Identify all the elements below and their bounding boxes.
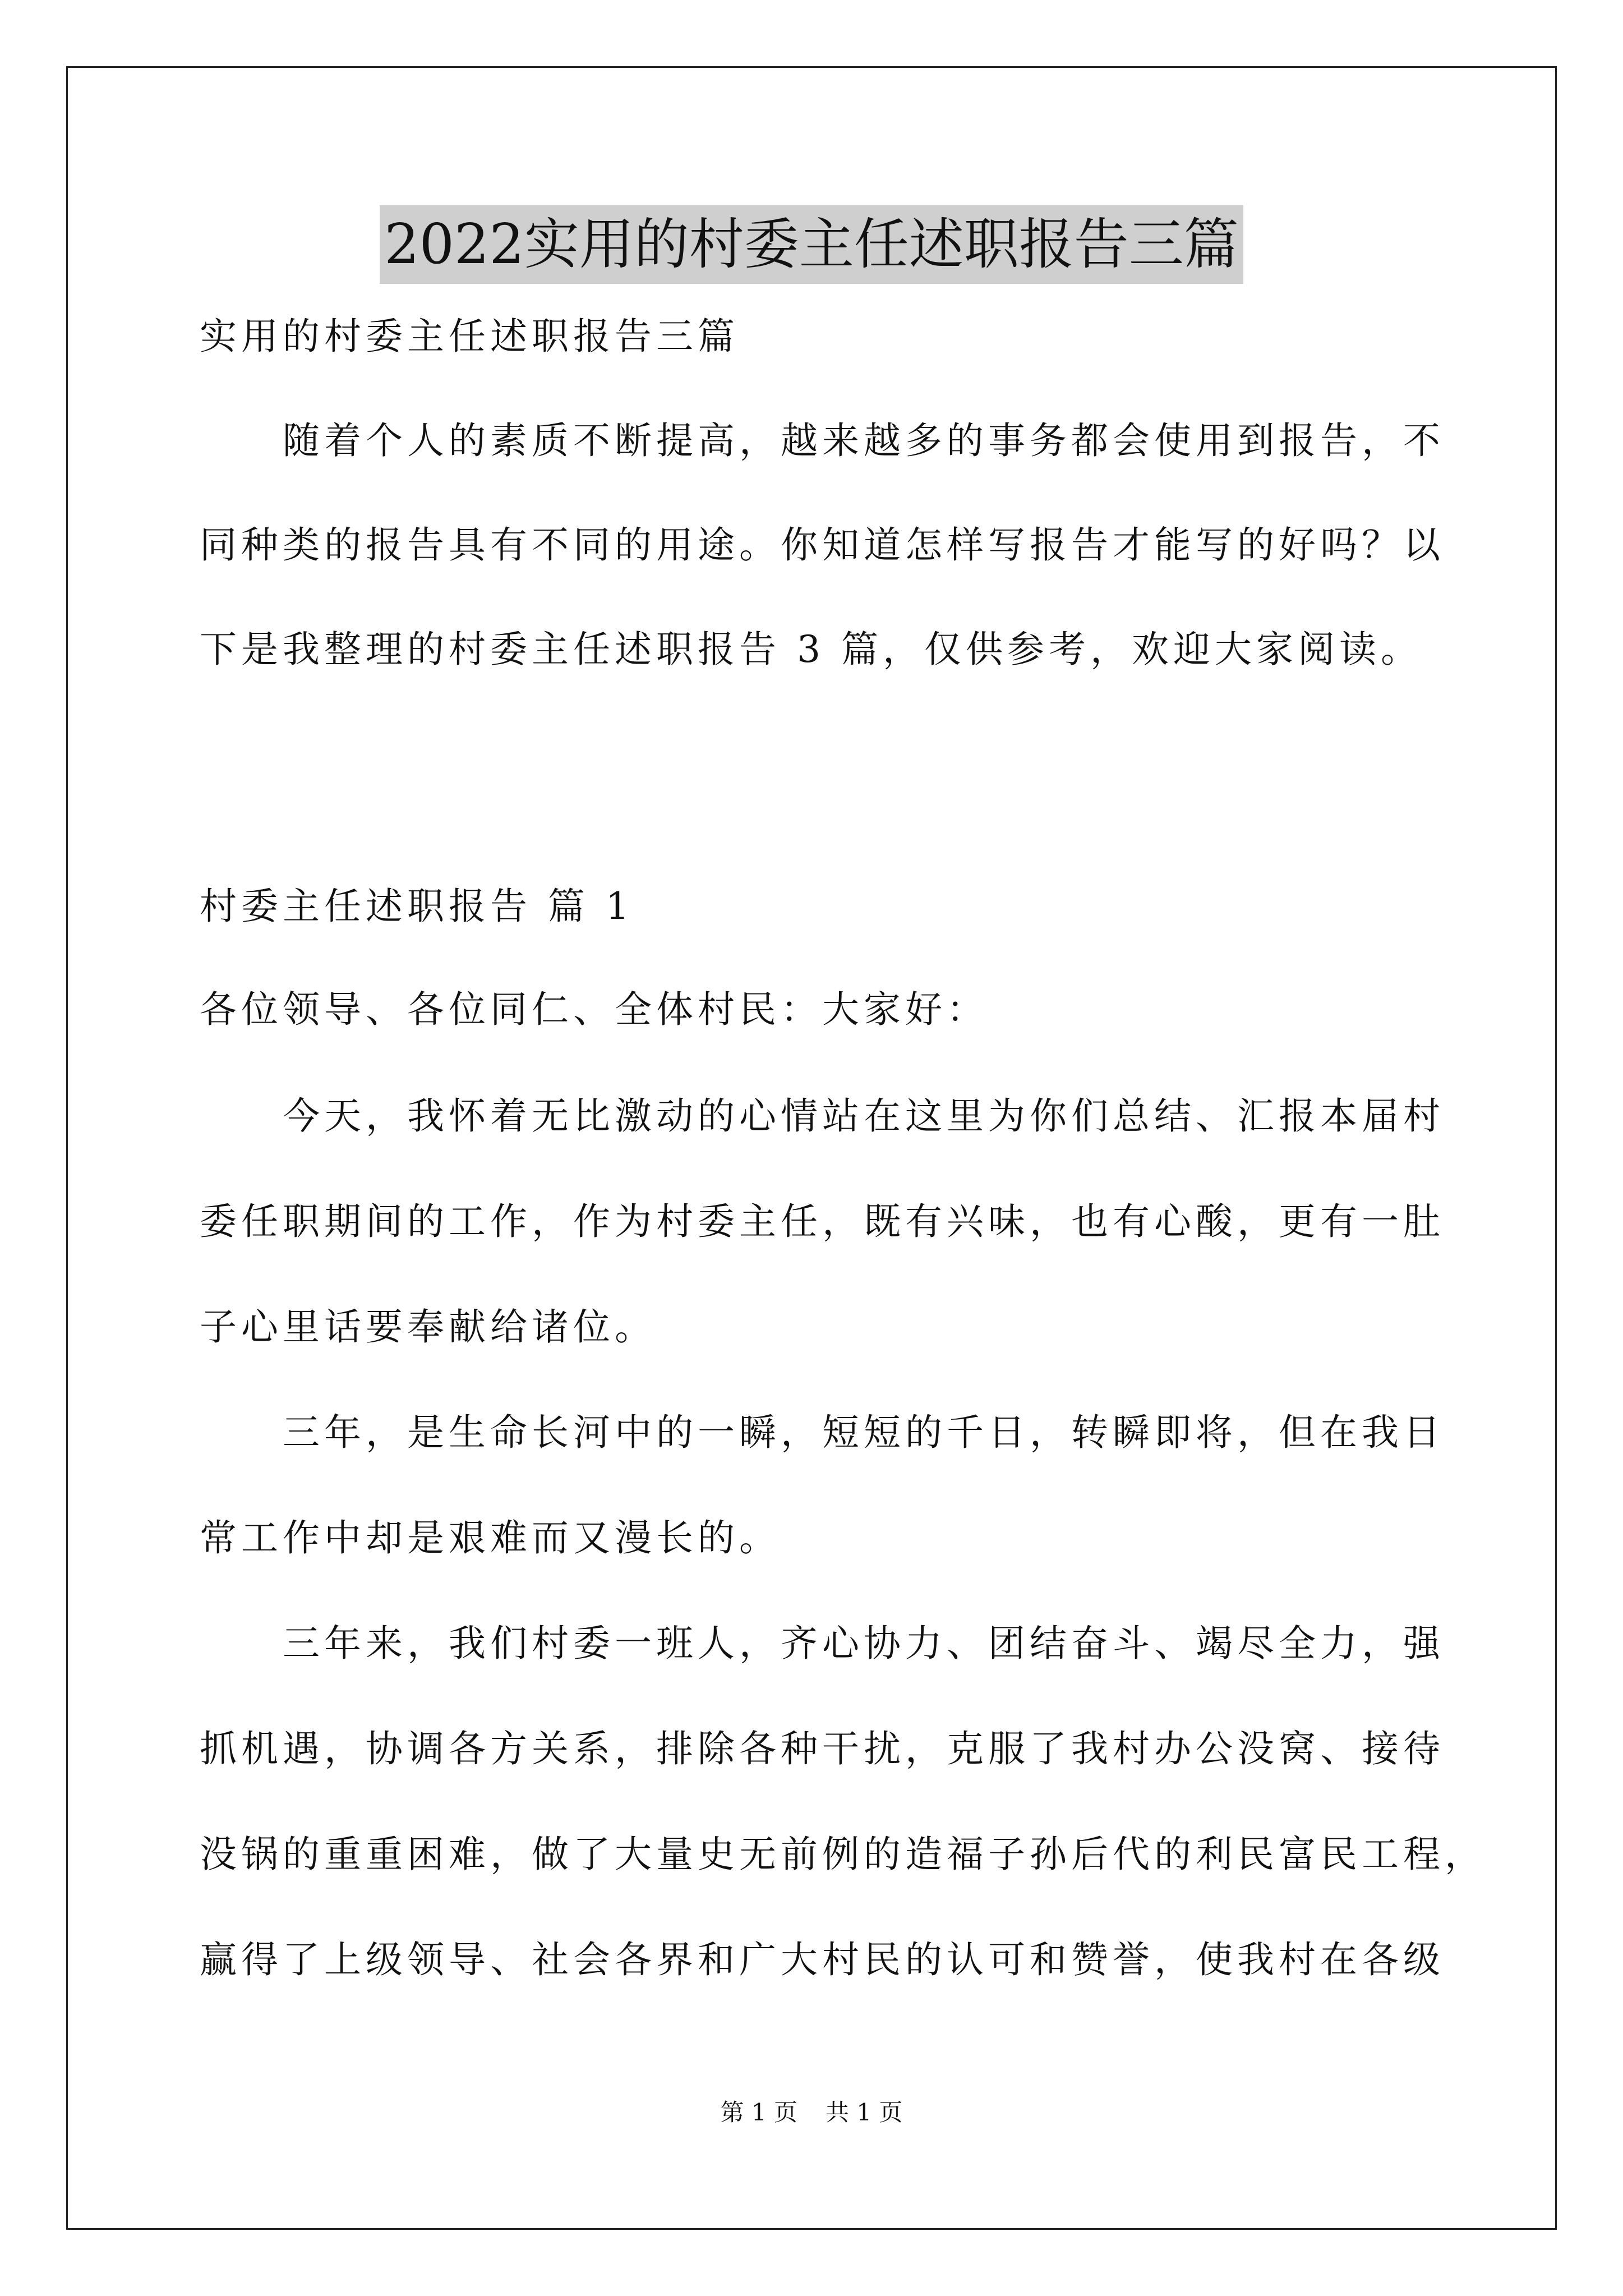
page-border — [66, 66, 1557, 2230]
title-block — [0, 205, 1623, 284]
paragraph-1-line-3: 子心里话要奉献给诸位。 — [200, 1305, 656, 1349]
section-heading: 村委主任述职报告 篇 1 — [200, 885, 634, 928]
salutation-line: 各位领导、各位同仁、全体村民：大家好： — [200, 988, 988, 1031]
page-total: 共 1 页 — [826, 2099, 903, 2126]
paragraph-3-line-4: 赢得了上级领导、社会各界和广大村民的认可和赞誉，使我村在各级 — [200, 1938, 1445, 1981]
paragraph-1-line-1: 今天，我怀着无比激动的心情站在这里为你们总结、汇报本届村 — [283, 1094, 1445, 1138]
paragraph-1-line-2: 委任职期间的工作，作为村委主任，既有兴味，也有心酸，更有一肚 — [200, 1200, 1445, 1243]
paragraph-2-line-2: 常工作中却是艰难而又漫长的。 — [200, 1516, 781, 1559]
paragraph-3-line-3: 没锅的重重困难，做了大量史无前例的造福子孙后代的利民富民工程， — [200, 1833, 1486, 1876]
intro-line-3: 下是我整理的村委主任述职报告 3 篇，仅供参考，欢迎大家阅读。 — [200, 628, 1422, 671]
intro-line-2: 同种类的报告具有不同的用途。你知道怎样写报告才能写的好吗？以 — [200, 523, 1445, 567]
page-footer — [0, 2097, 1623, 2128]
paragraph-3-line-2: 抓机遇，协调各方关系，排除各种干扰，克服了我村办公没窝、接待 — [200, 1727, 1445, 1770]
paragraph-2-line-1: 三年，是生命长河中的一瞬，短短的千日，转瞬即将，但在我日 — [283, 1411, 1445, 1454]
paragraph-3-line-1: 三年来，我们村委一班人，齐心协力、团结奋斗、竭尽全力，强 — [283, 1622, 1445, 1665]
page-number: 第 1 页 — [720, 2099, 797, 2126]
intro-line-1: 随着个人的素质不断提高，越来越多的事务都会使用到报告，不 — [283, 419, 1445, 462]
subtitle-line: 实用的村委主任述职报告三篇 — [200, 315, 739, 358]
document-title: 2022实用的村委主任述职报告三篇 — [380, 205, 1243, 284]
